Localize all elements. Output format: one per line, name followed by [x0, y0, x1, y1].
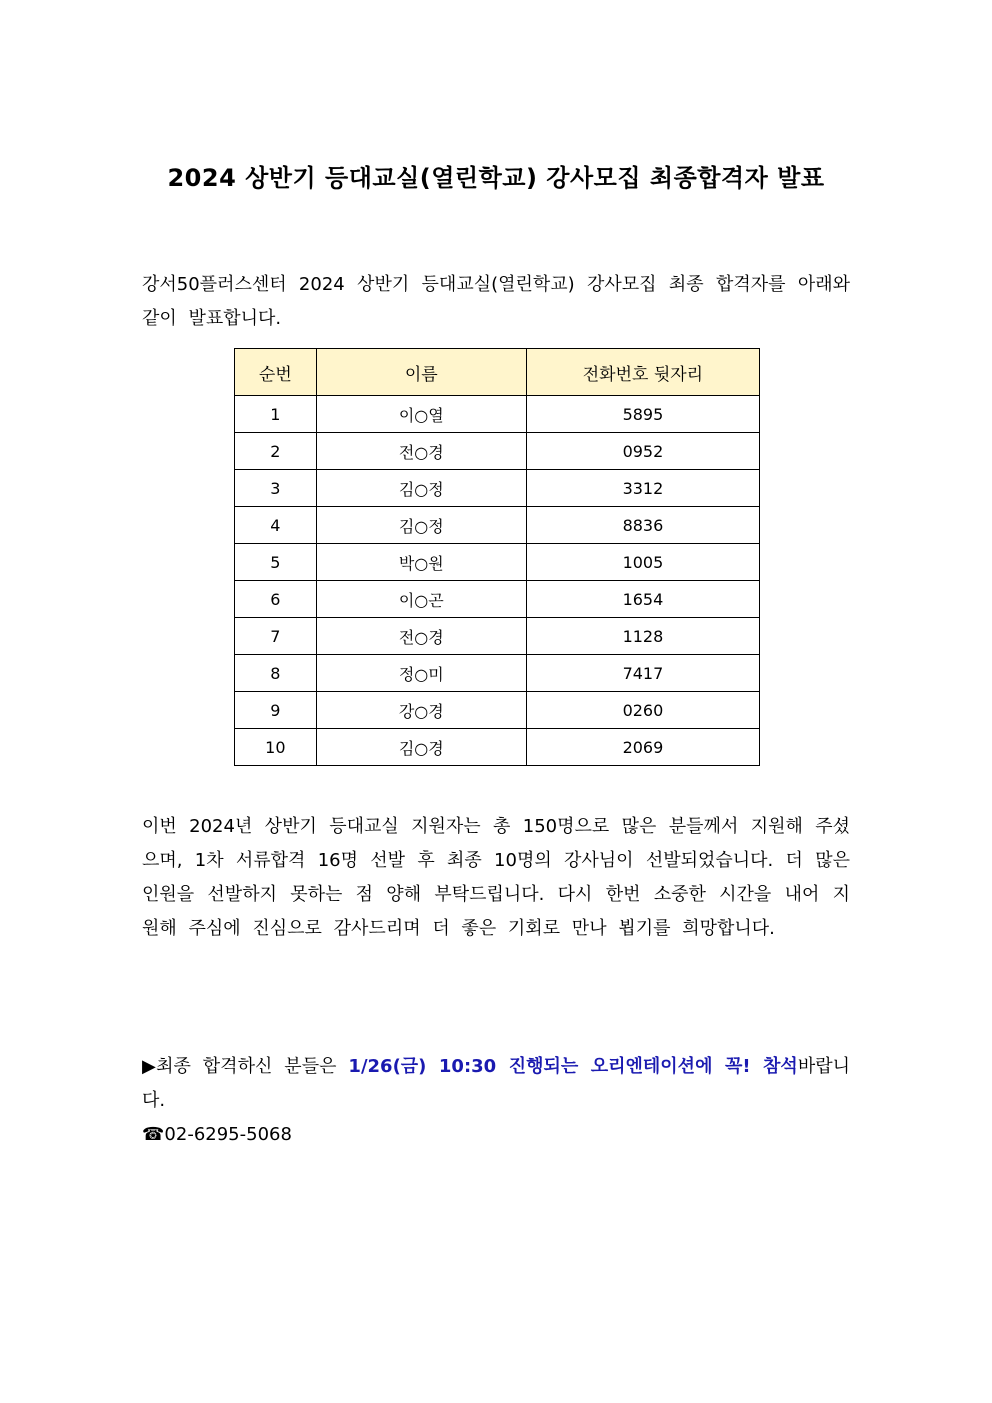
- cell-phone: 3312: [526, 470, 759, 507]
- cell-name: 김○정: [316, 507, 526, 544]
- table-row: [235, 507, 760, 544]
- cell-number: 3: [235, 470, 317, 507]
- intro-paragraph: 강서50플러스센터 2024 상반기 등대교실(열린학교) 강사모집 최종 합격자를 아래와 같이 발표합니다.: [142, 274, 850, 329]
- notice-highlight: 1/26(금) 10:30 진행되는 오리엔테이션에 꼭! 참석: [348, 1056, 798, 1077]
- table-row: [235, 544, 760, 581]
- cell-number: 5: [235, 544, 317, 581]
- table-row: [235, 729, 760, 766]
- table-row: [235, 618, 760, 655]
- body-paragraph: 이번 2024년 상반기 등대교실 지원자는 총 150명으로 많은 분들께서 지원해 주셨으며, 1차 서류합격 16명 선발 후 최종 10명의 강사님이 선발되었습니다. 더 많은 인원을 선발하지 못하는 점 양해 부탁드립니다. 다시 한번 소중한 시간을 내어 지원해 주심에 진심으로 감사드리며 더 좋은 기회로 만나 뵙기를 희망합니다.: [142, 816, 850, 939]
- cell-name: 이○열: [316, 396, 526, 433]
- table-row: [235, 692, 760, 729]
- cell-name: 박○원: [316, 544, 526, 581]
- cell-phone: 0260: [526, 692, 759, 729]
- cell-name: 김○경: [316, 729, 526, 766]
- cell-phone: 5895: [526, 396, 759, 433]
- results-table: [234, 348, 760, 766]
- contact-phone: ☎02-6295-5068: [142, 1124, 292, 1145]
- table-row: [235, 655, 760, 692]
- cell-name: 전○경: [316, 433, 526, 470]
- cell-name: 정○미: [316, 655, 526, 692]
- cell-phone: 0952: [526, 433, 759, 470]
- cell-number: 4: [235, 507, 317, 544]
- cell-number: 10: [235, 729, 317, 766]
- cell-phone: 1128: [526, 618, 759, 655]
- cell-name: 이○곤: [316, 581, 526, 618]
- table-row: [235, 581, 760, 618]
- cell-phone: 2069: [526, 729, 759, 766]
- cell-name: 강○경: [316, 692, 526, 729]
- cell-phone: 7417: [526, 655, 759, 692]
- cell-number: 6: [235, 581, 317, 618]
- table-row: [235, 433, 760, 470]
- header-phone: 전화번호 뒷자리: [526, 349, 759, 396]
- notice-prefix: ▶최종 합격하신 분들은: [142, 1056, 349, 1077]
- header-number: 순번: [235, 349, 317, 396]
- table-header-row: [235, 349, 760, 396]
- notice-paragraph: [142, 1050, 850, 1118]
- cell-phone: 1005: [526, 544, 759, 581]
- cell-name: 김○정: [316, 470, 526, 507]
- cell-number: 9: [235, 692, 317, 729]
- cell-name: 전○경: [316, 618, 526, 655]
- cell-phone: 1654: [526, 581, 759, 618]
- cell-phone: 8836: [526, 507, 759, 544]
- cell-number: 1: [235, 396, 317, 433]
- cell-number: 8: [235, 655, 317, 692]
- cell-number: 7: [235, 618, 317, 655]
- header-name: 이름: [316, 349, 526, 396]
- cell-number: 2: [235, 433, 317, 470]
- table-row: [235, 396, 760, 433]
- notice-suffix: 바랍니다.: [142, 1056, 850, 1111]
- table-row: [235, 470, 760, 507]
- page-title: 2024 상반기 등대교실(열린학교) 강사모집 최종합격자 발표: [167, 164, 825, 192]
